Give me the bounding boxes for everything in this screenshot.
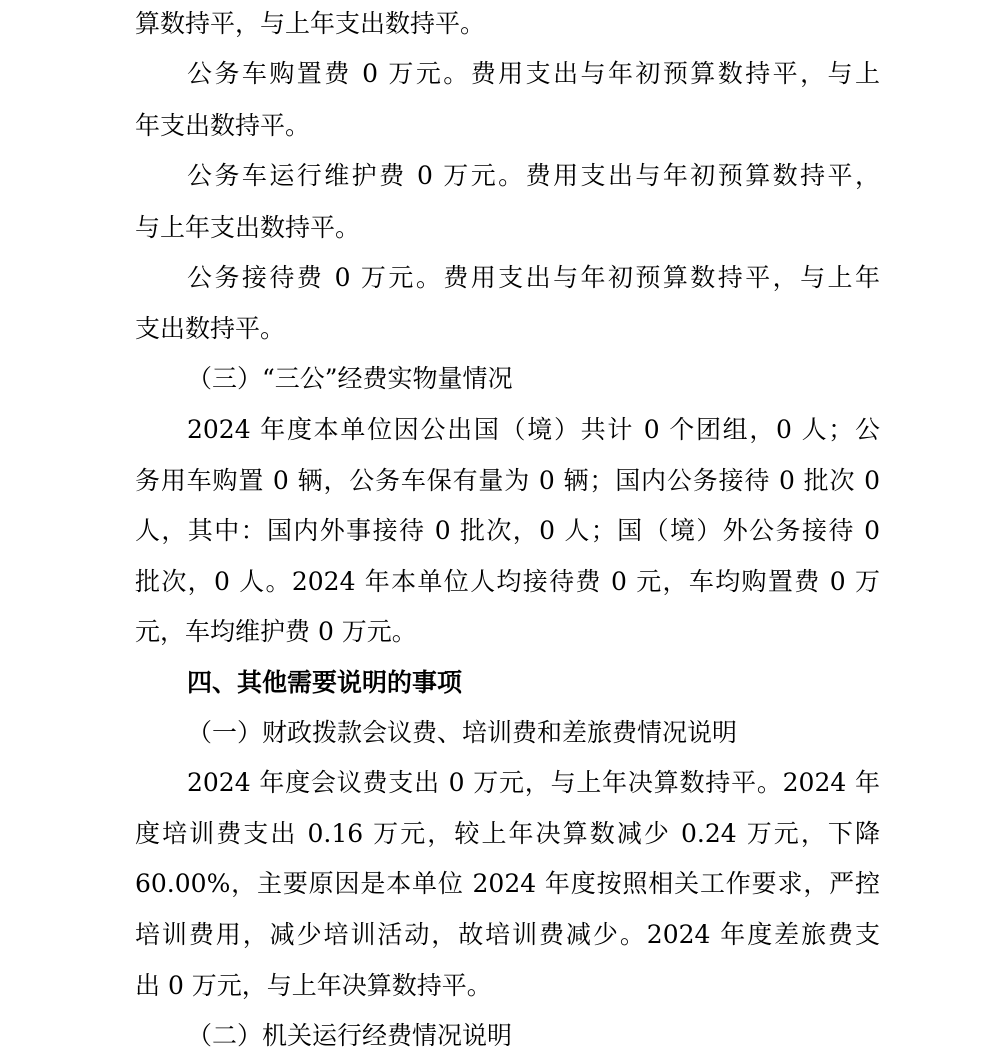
chapter-heading: 四、其他需要说明的事项 (187, 668, 463, 697)
text-line: 与上年支出数持平。 (135, 213, 361, 242)
section-heading: （一）财政拨款会议费、培训费和差旅费情况说明 (187, 718, 738, 747)
text-line: 公务车购置费 0 万元。费用支出与年初预算数持平，与上 (187, 59, 880, 88)
text-line: 2024 年度会议费支出 0 万元，与上年决算数持平。2024 年 (187, 768, 880, 797)
text-line: 出 0 万元，与上年决算数持平。 (135, 971, 492, 1000)
text-line: 年支出数持平。 (135, 111, 311, 140)
text-line: 培训费用，减少培训活动，故培训费减少。2024 年度差旅费支 (135, 920, 880, 949)
text-line: 公务接待费 0 万元。费用支出与年初预算数持平，与上年 (187, 263, 880, 292)
text-line: 人，其中：国内外事接待 0 批次，0 人；国（境）外公务接待 0 (135, 516, 880, 545)
section-heading: （三）“三公”经费实物量情况 (187, 364, 513, 393)
text-line: 60.00%，主要原因是本单位 2024 年度按照相关工作要求，严控 (135, 869, 880, 898)
text-line: 2024 年度本单位因公出国（境）共计 0 个团组，0 人；公 (187, 415, 880, 444)
text-line: 元，车均维护费 0 万元。 (135, 617, 417, 646)
text-line: 务用车购置 0 辆，公务车保有量为 0 辆；国内公务接待 0 批次 0 (135, 466, 880, 495)
text-line: 公务车运行维护费 0 万元。费用支出与年初预算数持平， (187, 161, 880, 190)
text-line: 批次，0 人。2024 年本单位人均接待费 0 元，车均购置费 0 万 (135, 567, 880, 596)
text-line: 度培训费支出 0.16 万元，较上年决算数减少 0.24 万元，下降 (135, 819, 880, 848)
text-line: 算数持平，与上年支出数持平。 (135, 9, 486, 38)
section-heading: （二）机关运行经费情况说明 (187, 1021, 513, 1050)
text-line: 支出数持平。 (135, 314, 286, 343)
